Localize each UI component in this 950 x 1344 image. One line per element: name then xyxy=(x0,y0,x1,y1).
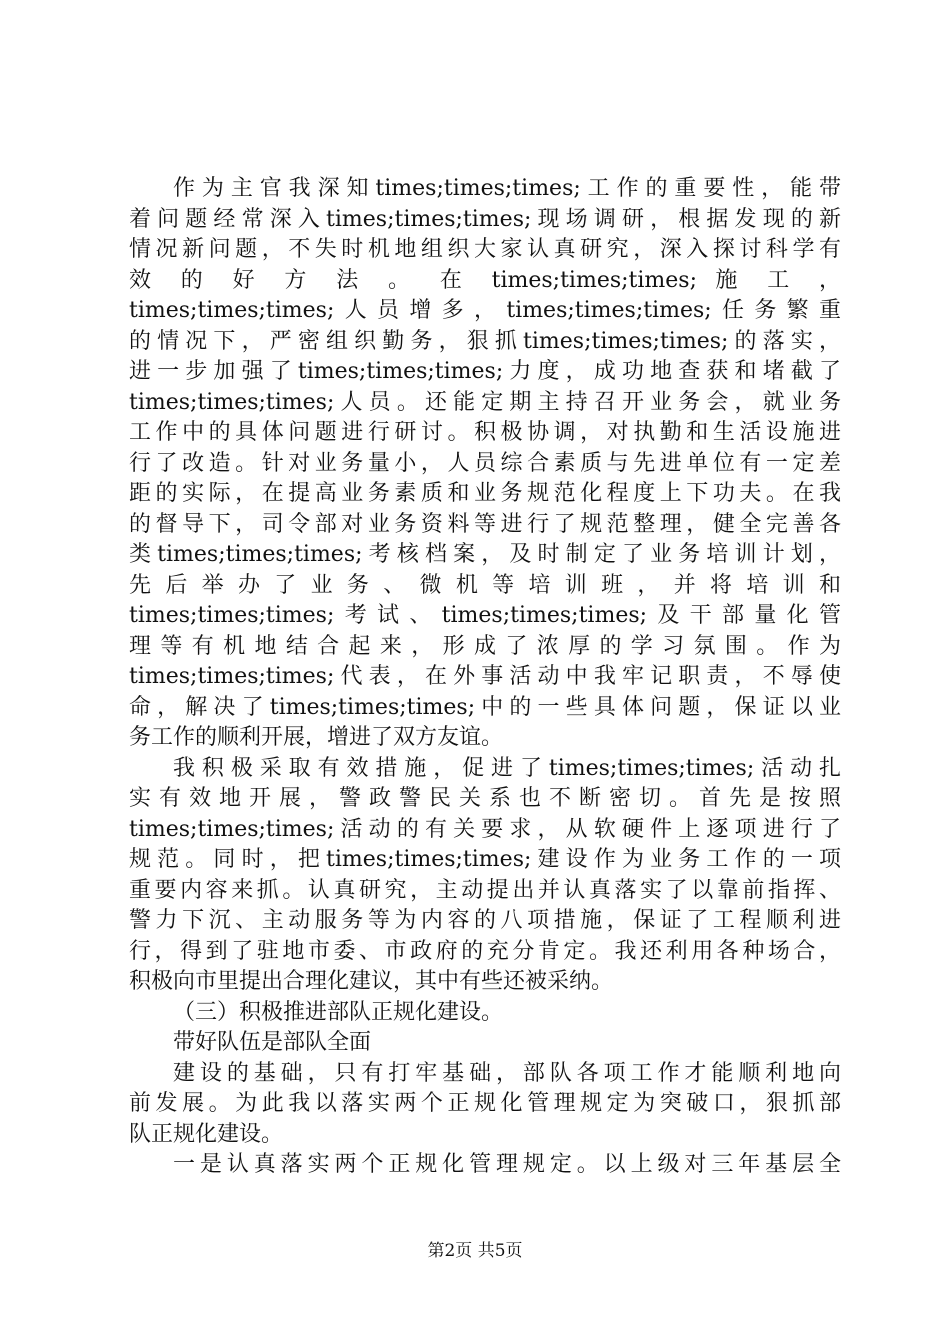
text-line: times;times;times;考试、times;times;times;及干部量化管 xyxy=(129,603,841,628)
page-footer: 第2页 共5页 xyxy=(427,1241,523,1261)
text-line: 重要内容来抓。认真研究，主动提出并认真落实了以靠前指挥、 xyxy=(129,877,841,903)
text-line: times;times;times;人员。还能定期主持召开业务会，就业务 xyxy=(129,389,841,415)
text-line: 的情况下，严密组织勤务，狠抓times;times;times;的落实， xyxy=(129,328,841,354)
text-line: 一是认真落实两个正规化管理规定。以上级对三年基层全 xyxy=(173,1152,841,1177)
text-line: 的督导下，司令部对业务资料等进行了规范整理，健全完善各 xyxy=(129,511,841,537)
text-line: 理 等 有 机 地 结 合 起 来 ， 形 成 了 浓 厚 的 学 习 氛 围 。 作 为 xyxy=(129,633,841,659)
text-line: 工作中的具体问题进行研讨。积极协调，对执勤和生活设施进 xyxy=(129,420,841,445)
text-line: 行了改造。针对业务量小，人员综合素质与先进单位有一定差 xyxy=(129,450,841,476)
text-line: 着问题经常深入times;times;times;现场调研，根据发现的新 xyxy=(129,206,841,232)
text-line: 建设的基础，只有打牢基础，部队各项工作才能顺利地向 xyxy=(173,1060,841,1086)
text-line: 效 的 好 方 法 。 在 times;times;times; 施 工 ， xyxy=(129,267,841,293)
text-line: 行，得到了驻地市委、市政府的充分肯定。我还利用各种场合， xyxy=(129,938,841,964)
text-line: 类times;times;times;考核档案，及时制定了业务培训计划， xyxy=(129,542,841,567)
text-line: 务工作的顺利开展，增进了双方友谊。 xyxy=(129,725,504,750)
text-line: 情况新问题，不失时机地组织大家认真研究，深入探讨科学有 xyxy=(129,237,841,262)
text-line: 我积极采取有效措施，促进了times;times;times;活动扎 xyxy=(173,755,841,781)
text-line: times;times;times;活动的有关要求，从软硬件上逐项进行了 xyxy=(129,816,841,842)
text-line: 先 后 举 办 了 业 务 、 微 机 等 培 训 班 ， 并 将 培 训 和 xyxy=(129,572,841,598)
text-line: 作为主官我深知times;times;times;工作的重要性，能带 xyxy=(173,176,841,201)
document-body xyxy=(129,174,841,1181)
text-line: 带好队伍是部队全面 xyxy=(173,1030,372,1055)
text-line: 前发展。为此我以落实两个正规化管理规定为突破口，狠抓部 xyxy=(129,1091,841,1116)
text-line: 规范。同时，把times;times;times;建设作为业务工作的一项 xyxy=(129,847,841,872)
text-line: 实有效地开展，警政警民关系也不断密切。首先是按照 xyxy=(129,786,841,811)
text-line: times;times;times;人员增多，times;times;times;任务繁重 xyxy=(129,298,841,323)
text-line: times;times;times;代表，在外事活动中我牢记职责，不辱使 xyxy=(129,664,841,689)
text-line: （三）积极推进部队正规化建设。 xyxy=(173,999,504,1025)
text-line: 距的实际，在提高业务素质和业务规范化程度上下功夫。在我 xyxy=(129,481,841,506)
text-line: 警力下沉、主动服务等为内容的八项措施，保证了工程顺利进 xyxy=(129,908,841,933)
text-line: 进一步加强了times;times;times;力度，成功地查获和堵截了 xyxy=(129,359,841,384)
text-line: 命，解决了times;times;times;中的一些具体问题，保证以业 xyxy=(129,694,841,720)
text-line: 积极向市里提出合理化建议，其中有些还被采纳。 xyxy=(129,969,614,994)
text-line: 队正规化建设。 xyxy=(129,1121,284,1147)
